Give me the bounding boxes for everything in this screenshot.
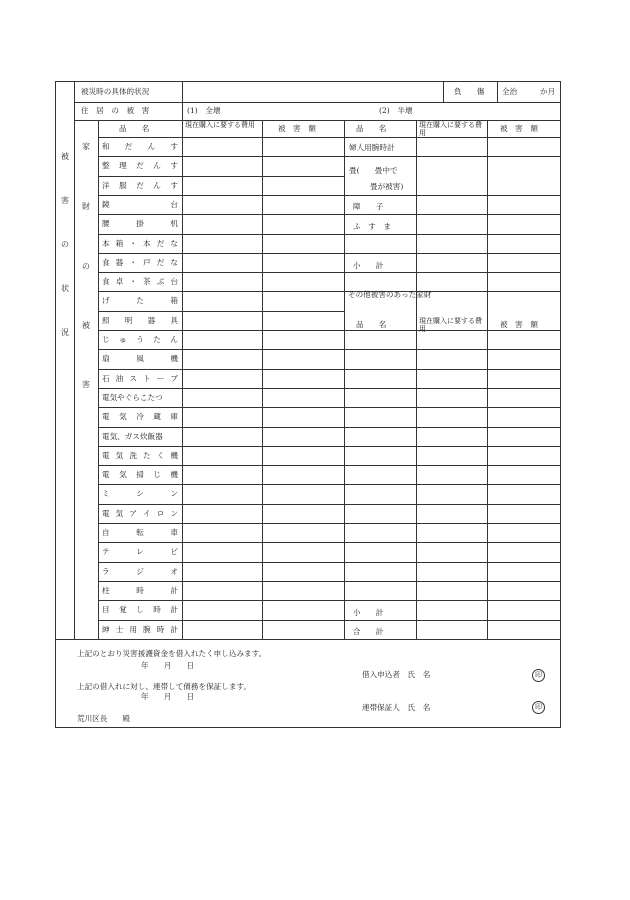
left-row-line — [98, 330, 344, 331]
left-row-line — [98, 291, 344, 292]
right-item-tatami-2: 畳が被害) — [370, 182, 404, 191]
guarantee-statement: 上記の借入れに対し、連帯して債務を保証します。 — [77, 682, 252, 691]
right-row-line — [344, 620, 560, 621]
months-label: か月 — [540, 87, 556, 96]
right-row-line — [344, 195, 560, 196]
col-damage-left: 被 害 額 — [278, 124, 316, 133]
left-item-label: 本 箱 ・ 本 だ な — [102, 238, 178, 248]
vertical-label-outer: 被 害 の 状 況 — [61, 152, 69, 337]
col-item-right: 品 名 — [356, 124, 387, 133]
col-item-right-2: 品 名 — [356, 320, 387, 329]
left-item-label: 洋 服 だ ん す — [102, 180, 178, 190]
addressee: 荒川区長 殿 — [77, 714, 131, 723]
left-item-label: 電 気 掃 じ 機 — [102, 470, 178, 480]
left-item-label: げ た 箱 — [102, 296, 178, 306]
left-row-line — [98, 562, 344, 563]
right-row-line — [344, 214, 560, 215]
right-row-line — [344, 427, 560, 428]
right-item-shoji: 障 子 — [353, 202, 384, 211]
vertical-label-inner: 家 財 の 被 害 — [82, 142, 90, 389]
guarantor-seal-mark: 印 — [532, 701, 545, 714]
right-row-line — [344, 465, 560, 466]
right-row-line — [344, 407, 560, 408]
right-row-line — [344, 272, 560, 273]
left-item-label: ミ シ ン — [102, 489, 178, 499]
left-item-label: 食 卓 ・ 茶 ぶ 台 — [102, 277, 178, 287]
left-item-label: 紳 士 用 腕 時 計 — [102, 624, 178, 634]
left-row-line — [98, 427, 344, 428]
situation-label: 被災時の具体的状況 — [81, 87, 150, 96]
left-item-label: 扇 風 機 — [102, 354, 178, 364]
left-row-line — [98, 156, 344, 157]
guarantor-name-label: 連帯保証人 氏 名 — [362, 703, 431, 712]
application-statement: 上記のとおり災害援護資金を借入れたく申し込みます。 — [77, 649, 267, 658]
left-row-line — [98, 542, 344, 543]
left-item-label: 電気、ガス炊飯器 — [102, 431, 163, 441]
left-row-line — [98, 446, 344, 447]
application-date[interactable]: 年 月 日 — [141, 661, 195, 670]
col-item-left: 品 名 — [119, 124, 150, 133]
left-row-line — [98, 369, 344, 370]
guarantee-date[interactable]: 年 月 日 — [141, 692, 195, 701]
left-item-label: テ レ ビ — [102, 547, 178, 557]
left-item-label: 腰 掛 机 — [102, 219, 178, 229]
disaster-loan-form — [55, 81, 561, 728]
right-row-line — [344, 542, 560, 543]
left-row-line — [98, 388, 344, 389]
left-item-label: 目 覚 し 時 計 — [102, 605, 178, 615]
left-row-line — [98, 311, 344, 312]
right-row-line — [344, 600, 560, 601]
injury-label: 負 傷 — [454, 87, 485, 96]
right-row-line — [344, 388, 560, 389]
left-row-line — [98, 600, 344, 601]
right-item-ladies-watch: 婦人用腕時計 — [349, 143, 395, 152]
left-item-label: 電 気 冷 蔵 庫 — [102, 412, 178, 422]
left-item-label: 電気やぐらこたつ — [102, 392, 163, 402]
left-item-label: 和 だ ん す — [102, 142, 178, 151]
left-row-line — [98, 484, 344, 485]
right-row-line — [344, 156, 560, 157]
left-row-line — [98, 272, 344, 273]
col-damage-right: 被 害 額 — [500, 124, 538, 133]
left-item-label: ラ ジ オ — [102, 566, 178, 576]
left-row-line — [98, 214, 344, 215]
right-row-line — [344, 484, 560, 485]
left-row-line — [98, 195, 344, 196]
right-row-line — [344, 349, 560, 350]
left-item-label: じ ゅ う た ん — [102, 335, 178, 344]
left-item-label: 柱 時 計 — [102, 585, 178, 595]
right-row-line — [344, 581, 560, 582]
left-item-label: 電 気 ア イ ロ ン — [102, 508, 178, 518]
right-row-line — [344, 446, 560, 447]
residence-option-half[interactable]: (2) 半壊 — [379, 106, 413, 115]
right-row-line — [344, 562, 560, 563]
left-item-label: 整 理 だ ん す — [102, 161, 178, 171]
right-row-line — [344, 504, 560, 505]
col-price-left: 現在購入に要する費用 — [185, 121, 255, 129]
col-damage-right-2: 被 害 額 — [500, 320, 538, 329]
right-row-line — [344, 369, 560, 370]
left-item-label: 自 転 車 — [102, 528, 178, 537]
left-row-line — [98, 620, 344, 621]
left-row-line — [98, 465, 344, 466]
right-subtotal-1: 小 計 — [353, 261, 384, 270]
right-total: 合 計 — [353, 627, 384, 636]
col-price-right: 現在購入に要する費用 — [419, 121, 482, 137]
left-item-label: 照 明 器 具 — [102, 315, 178, 325]
left-row-line — [98, 176, 344, 177]
left-row-line — [98, 253, 344, 254]
left-row-line — [98, 581, 344, 582]
applicant-seal-mark: 印 — [532, 669, 545, 682]
right-row-line — [344, 253, 560, 254]
full-recovery-label: 全治 — [502, 87, 518, 96]
left-item-label: 食 器 ・ 戸 だ な — [102, 257, 178, 267]
residence-option-full[interactable]: (1) 全壊 — [187, 106, 221, 115]
residence-damage-label: 住 居 の 被 害 — [81, 106, 150, 115]
other-damaged-title: その他被害のあった家財 — [348, 290, 432, 299]
right-item-tatami-1: 畳( 畳中で — [349, 166, 398, 175]
right-subtotal-2: 小 計 — [353, 608, 384, 617]
left-item-label: 鏡 台 — [102, 199, 178, 209]
left-row-line — [98, 523, 344, 524]
left-item-label: 電 気 洗 た く 機 — [102, 450, 178, 460]
right-row-line — [344, 234, 560, 235]
right-row-line — [344, 523, 560, 524]
left-row-line — [98, 349, 344, 350]
left-row-line — [98, 234, 344, 235]
left-row-line — [98, 407, 344, 408]
left-row-line — [98, 504, 344, 505]
col-price-right-2: 現在購入に要する費用 — [419, 317, 482, 333]
applicant-name-label: 借入申込者 氏 名 — [362, 670, 431, 679]
left-item-label: 石 油 ス ト ー ブ — [102, 373, 178, 383]
right-item-fusuma: ふ す ま — [353, 222, 391, 231]
